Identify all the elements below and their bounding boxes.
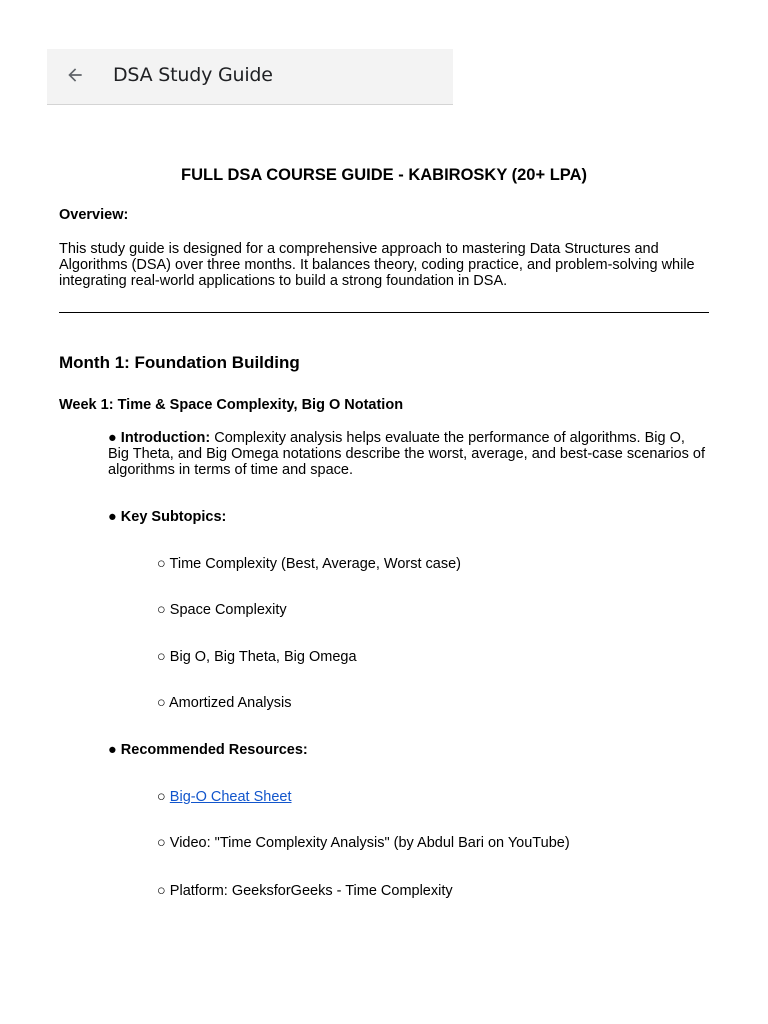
circle-bullet-icon: ○ <box>157 602 166 618</box>
subtopic-item <box>157 649 357 665</box>
key-subtopics-label: Key Subtopics: <box>120 509 227 525</box>
resource-item <box>157 883 453 899</box>
introduction-item <box>108 431 708 478</box>
subtopic-item <box>157 556 461 572</box>
subtopic-text: Amortized Analysis <box>169 695 292 711</box>
back-button[interactable] <box>61 61 89 89</box>
key-subtopics-heading <box>108 509 226 525</box>
overview-label: Overview: <box>59 207 129 223</box>
circle-bullet-icon: ○ <box>157 695 166 711</box>
horizontal-divider <box>59 312 709 313</box>
big-o-cheat-sheet-link[interactable]: Big-O Cheat Sheet <box>169 789 292 805</box>
bullet-icon: ● <box>108 430 117 446</box>
subtopic-item <box>157 602 287 618</box>
week-heading: Week 1: Time & Space Complexity, Big O Notation <box>59 397 404 413</box>
circle-bullet-icon: ○ <box>157 835 166 851</box>
document-title: FULL DSA COURSE GUIDE - KABIROSKY (20+ LPA) <box>181 166 587 184</box>
subtopic-text: Time Complexity (Best, Average, Worst case) <box>169 556 461 572</box>
circle-bullet-icon: ○ <box>157 649 166 665</box>
circle-bullet-icon: ○ <box>157 556 166 572</box>
subtopic-text: Big O, Big Theta, Big Omega <box>169 649 357 665</box>
subtopic-text: Space Complexity <box>169 602 287 618</box>
resource-item <box>157 789 292 805</box>
circle-bullet-icon: ○ <box>157 789 166 805</box>
bullet-icon: ● <box>108 509 117 525</box>
subtopic-item <box>157 695 292 711</box>
bullet-icon: ● <box>108 742 117 758</box>
app-bar-title: DSA Study Guide <box>113 64 273 86</box>
month-heading: Month 1: Foundation Building <box>59 353 300 372</box>
recommended-resources-label: Recommended Resources: <box>120 742 308 758</box>
arrow-back-icon <box>65 65 85 85</box>
resource-video-text: Video: "Time Complexity Analysis" (by Abdul Bari on YouTube) <box>169 835 570 851</box>
resource-platform-text: Platform: GeeksforGeeks - Time Complexity <box>169 883 453 899</box>
recommended-resources-heading <box>108 742 308 758</box>
introduction-label: Introduction: <box>120 430 211 446</box>
overview-paragraph: This study guide is designed for a comprehensive approach to mastering Data Structures and Algorithms (DSA) over three months. It balances theory, coding practice, and problem-solving while integrating real-world applications to build a strong foundation in DSA. <box>59 241 695 289</box>
app-bar <box>47 49 453 105</box>
introduction-text: Complexity analysis helps evaluate the performance of algorithms. Big O, Big Theta, and Big Omega notations describe the worst, average, and best-case scenarios of algorithms in terms of time and space. <box>108 430 705 478</box>
circle-bullet-icon: ○ <box>157 883 166 899</box>
resource-item <box>157 835 570 851</box>
